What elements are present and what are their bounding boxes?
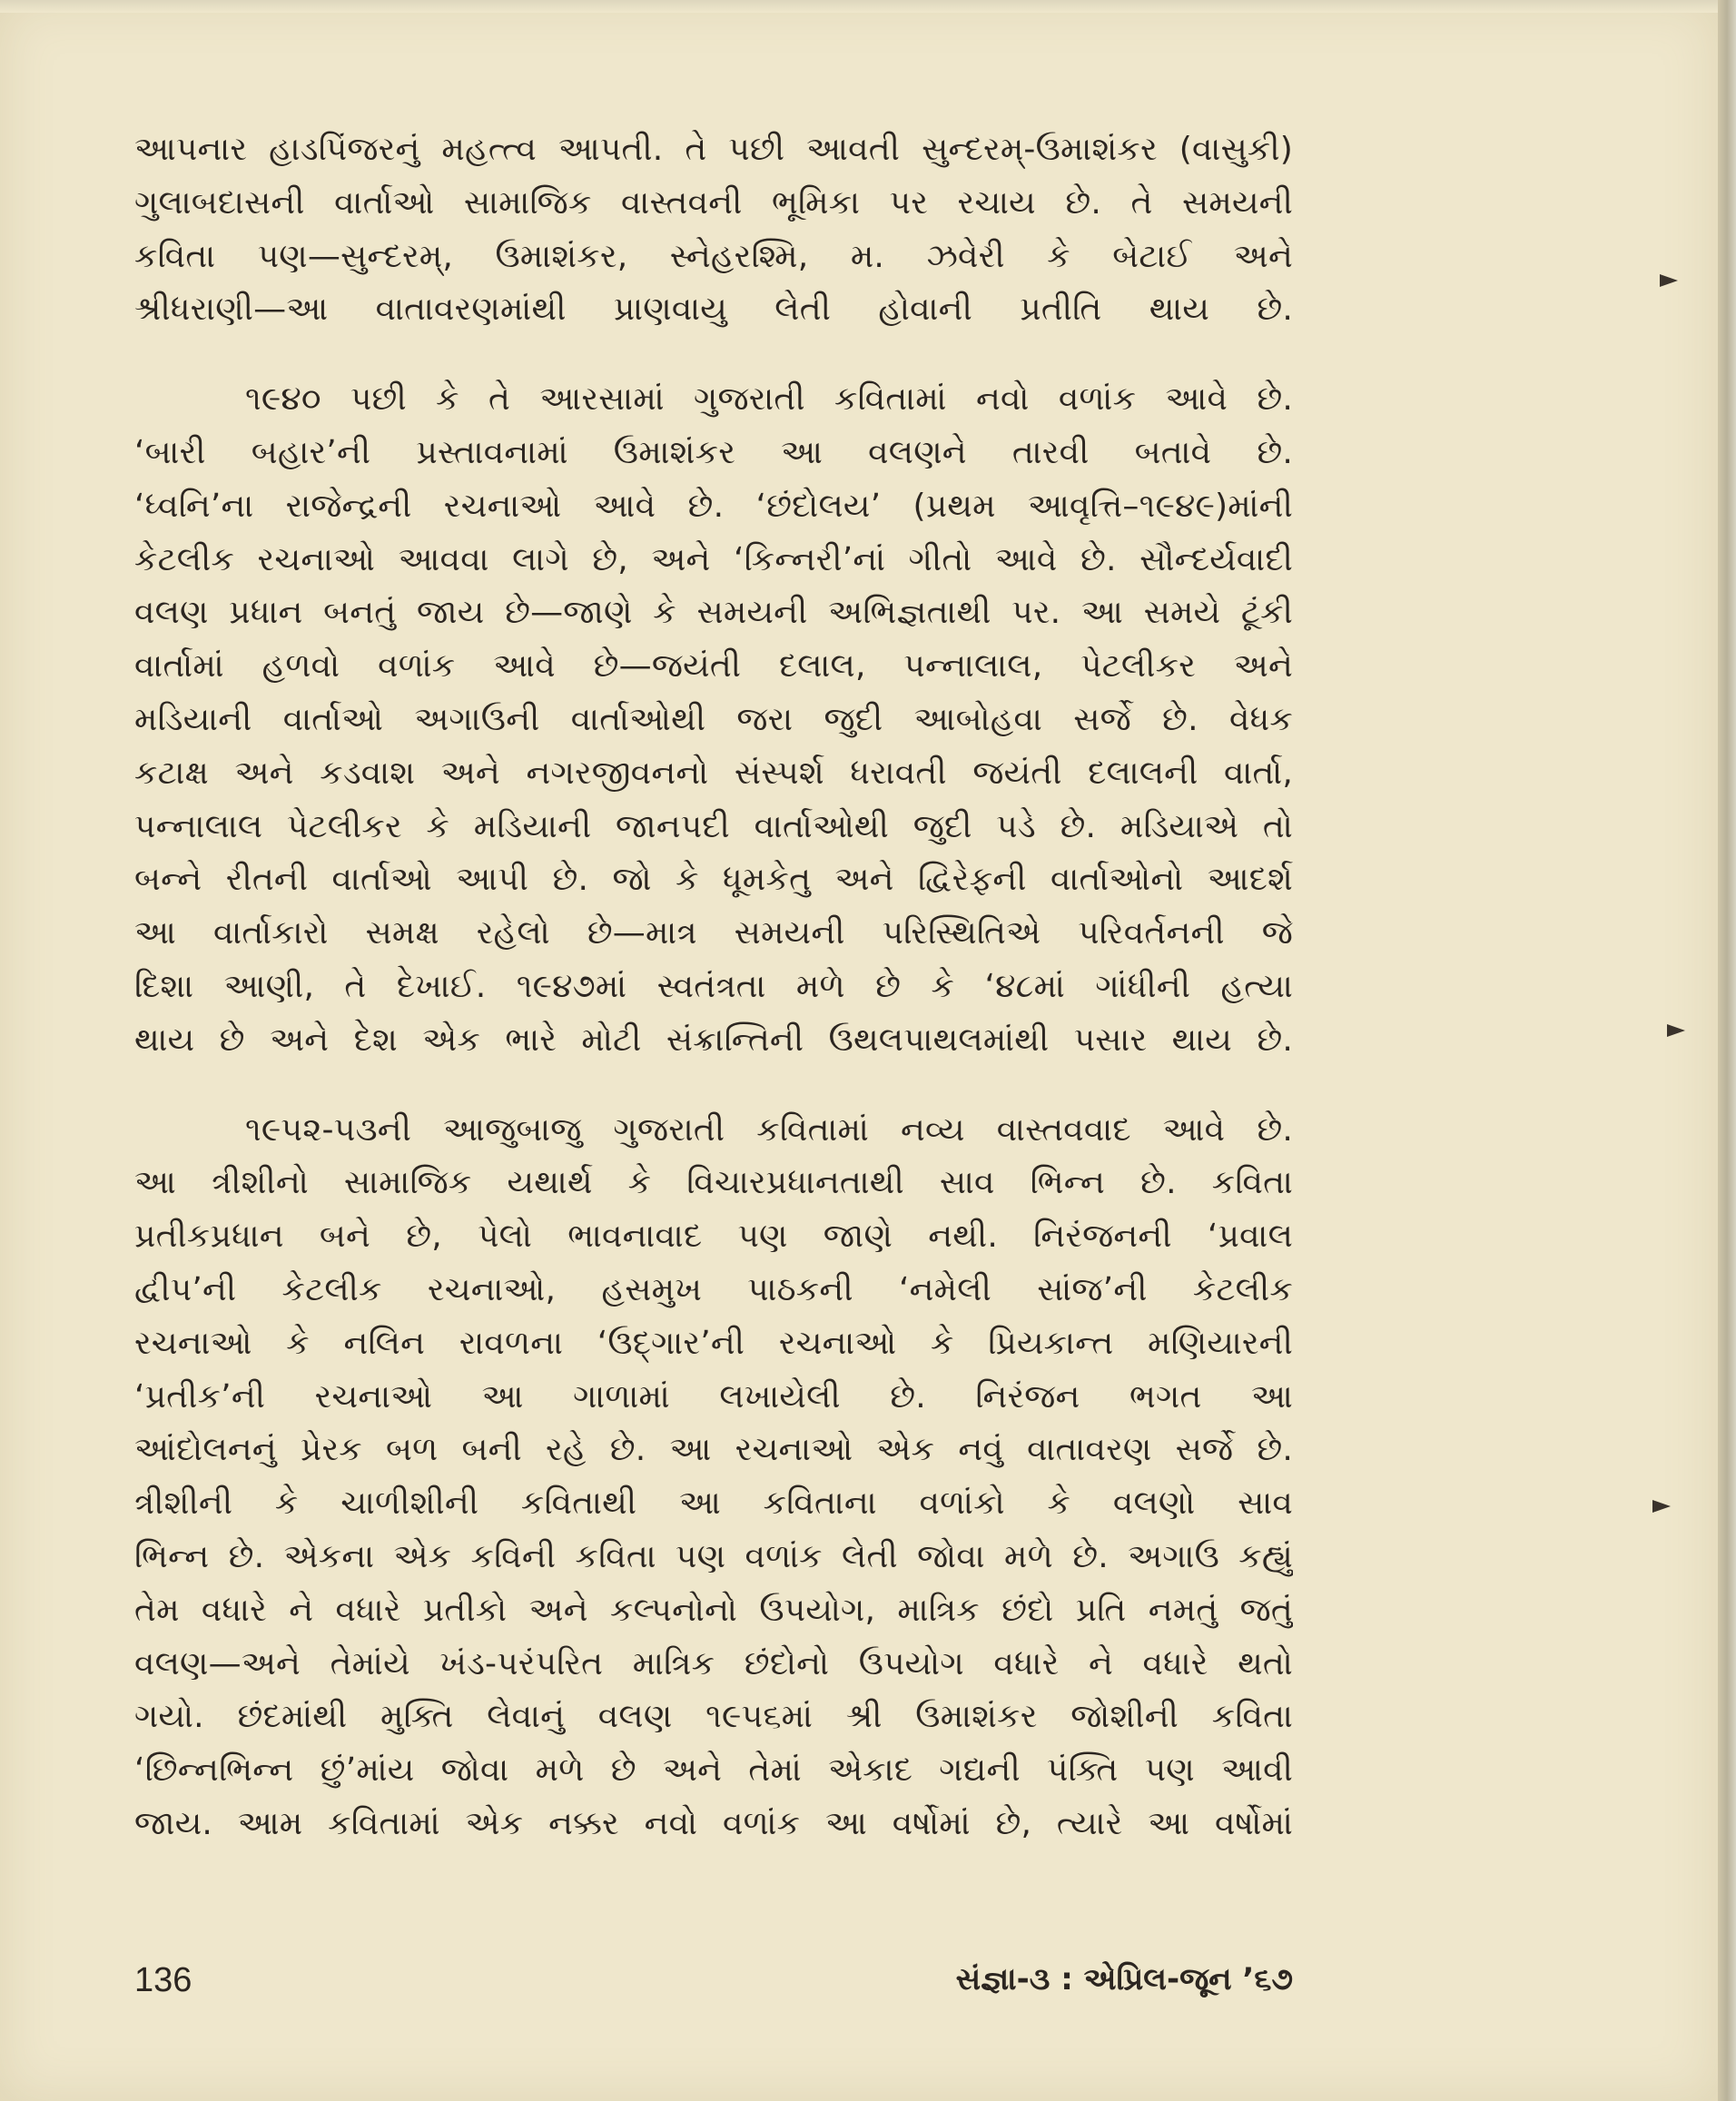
text-line: દ્વીપ’ની કેટલીક રચનાઓ, હસમુખ પાઠકની ‘નમેલી સાંજ’ની કેટલીક xyxy=(134,1270,1293,1308)
text-line: ‘છિન્નભિન્ન છું’માંય જોવા મળે છે અને તેમાં એકાદ ગદ્યની પંક્તિ પણ આવી xyxy=(134,1751,1293,1790)
page-top-shadow xyxy=(0,0,1718,13)
page-edge xyxy=(1718,0,1736,2101)
text-line: દિશા આણી, તે દેખાઈ. ૧૯૪૭માં સ્વતંત્રતા મળે છે કે ‘૪૮માં ગાંધીની હત્યા xyxy=(134,967,1293,1005)
body-text xyxy=(134,123,1293,1888)
text-line: ‘બારી બહાર’ની પ્રસ્તાવનામાં ઉમાશંકર આ વલણને તારવી બતાવે છે. xyxy=(134,433,1293,471)
paragraph xyxy=(134,373,1293,1067)
text-line: ‘પ્રતીક’ની રચનાઓ આ ગાળામાં લખાયેલી છે. નિરંજન ભગત આ xyxy=(134,1377,1293,1415)
margin-arrow-icon xyxy=(1660,274,1678,287)
text-line: બન્ને રીતની વાર્તાઓ આપી છે. જો કે ધૂમકેતુ અને દ્વિરેફની વાર્તાઓનો આદર્શ xyxy=(134,861,1293,899)
text-line: શ્રીધરાણી—આ વાતાવરણમાંથી પ્રાણવાયુ લેતી હોવાની પ્રતીતિ થાય છે. xyxy=(134,291,1293,329)
text-line: ૧૯૪૦ પછી કે તે આરસામાં ગુજરાતી કવિતામાં નવો વળાંક આવે છે. xyxy=(245,380,1293,419)
text-line: કેટલીક રચનાઓ આવવા લાગે છે, અને ‘કિન્નરી’નાં ગીતો આવે છે. સૌન્દર્યવાદી xyxy=(134,540,1293,578)
text-line: જાય. આમ કવિતામાં એક નક્કર નવો વળાંક આ વર્ષોમાં છે, ત્યારે આ વર્ષોમાં xyxy=(134,1804,1293,1842)
text-line: પન્નાલાલ પેટલીકર કે મડિયાની જાનપદી વાર્તાઓથી જુદી પડે છે. મડિયાએ તો xyxy=(134,807,1293,845)
page-number: 136 xyxy=(134,1961,192,1999)
page-footer xyxy=(134,1961,1293,2007)
text-line: કવિતા પણ—સુન્દરમ્, ઉમાશંકર, સ્નેહરશ્મિ, મ. ઝવેરી કે બેટાઈ અને xyxy=(134,237,1293,275)
margin-arrow-icon xyxy=(1667,1024,1685,1037)
text-line: ગયો. છંદમાંથી મુક્તિ લેવાનું વલણ ૧૯૫૬માં શ્રી ઉમાશંકર જોશીની કવિતા xyxy=(134,1698,1293,1736)
text-line: રચનાઓ કે નલિન રાવળના ‘ઉદ્‌ગાર’ની રચનાઓ કે પ્રિયકાન્ત મણિયારની xyxy=(134,1324,1293,1362)
text-line: આ વાર્તાકારો સમક્ષ રહેલો છે—માત્ર સમયની પરિસ્થિતિએ પરિવર્તનની જે xyxy=(134,914,1293,952)
text-line: વલણ—અને તેમાંયે ખંડ-પરંપરિત માત્રિક છંદોનો ઉપયોગ વધારે ને વધારે થતો xyxy=(134,1644,1293,1682)
text-line: ‘ધ્વનિ’ના રાજેન્દ્રની રચનાઓ આવે છે. ‘છંદોલય’ (પ્રથમ આવૃત્તિ–૧૯૪૯)માંની xyxy=(134,487,1293,525)
text-line: કટાક્ષ અને કડવાશ અને નગરજીવનનો સંસ્પર્શ ધરાવતી જયંતી દલાલની વાર્તા, xyxy=(134,754,1293,792)
text-line: આંદોલનનું પ્રેરક બળ બની રહે છે. આ રચનાઓ એક નવું વાતાવરણ સર્જે છે. xyxy=(134,1431,1293,1469)
text-line: વલણ પ્રધાન બનતું જાય છે—જાણે કે સમયની અભિજ્ઞતાથી પર. આ સમયે ટૂંકી xyxy=(134,594,1293,632)
journal-issue: સંજ્ઞા-૩ : એપ્રિલ-જૂન ’૬૭ xyxy=(955,1961,1293,1997)
text-line: ભિન્ન છે. એકના એક કવિની કવિતા પણ વળાંક લેતી જોવા મળે છે. અગાઉ કહ્યું xyxy=(134,1537,1293,1575)
paragraph xyxy=(134,123,1293,337)
text-line: આ ત્રીશીનો સામાજિક યથાર્થ કે વિચારપ્રધાનતાથી સાવ ભિન્ન છે. કવિતા xyxy=(134,1164,1293,1202)
text-line: પ્રતીકપ્રધાન બને છે, પેલો ભાવનાવાદ પણ જાણે નથી. નિરંજનની ‘પ્રવાલ xyxy=(134,1218,1293,1256)
text-line: થાય છે અને દેશ એક ભારે મોટી સંક્રાન્તિની ઉથલપાથલમાંથી પસાર થાય છે. xyxy=(134,1021,1293,1059)
margin-arrow-icon xyxy=(1652,1500,1671,1513)
text-line: વાર્તામાં હળવો વળાંક આવે છે—જયંતી દલાલ, પન્નાલાલ, પેટલીકર અને xyxy=(134,647,1293,686)
text-line: ગુલાબદાસની વાર્તાઓ સામાજિક વાસ્તવની ભૂમિકા પર રચાય છે. તે સમયની xyxy=(134,183,1293,222)
paragraph xyxy=(134,1104,1293,1851)
text-line: આપનાર હાડપિંજરનું મહત્ત્વ આપતી. તે પછી આવતી સુન્દરમ્-ઉમાશંકર (વાસુકી) xyxy=(134,131,1293,168)
text-line: ૧૯૫૨-૫૩ની આજુબાજુ ગુજરાતી કવિતામાં નવ્ય વાસ્તવવાદ આવે છે. xyxy=(245,1110,1293,1149)
text-line: તેમ વધારે ને વધારે પ્રતીકો અને કલ્પનોનો ઉપયોગ, માત્રિક છંદો પ્રતિ નમતું જતું xyxy=(134,1591,1293,1629)
text-line: ત્રીશીની કે ચાળીશીની કવિતાથી આ કવિતાના વળાંકો કે વલણો સાવ xyxy=(134,1485,1293,1523)
text-line: મડિયાની વાર્તાઓ અગાઉની વાર્તાઓથી જરા જુદી આબોહવા સર્જે છે. વેધક xyxy=(134,700,1293,738)
